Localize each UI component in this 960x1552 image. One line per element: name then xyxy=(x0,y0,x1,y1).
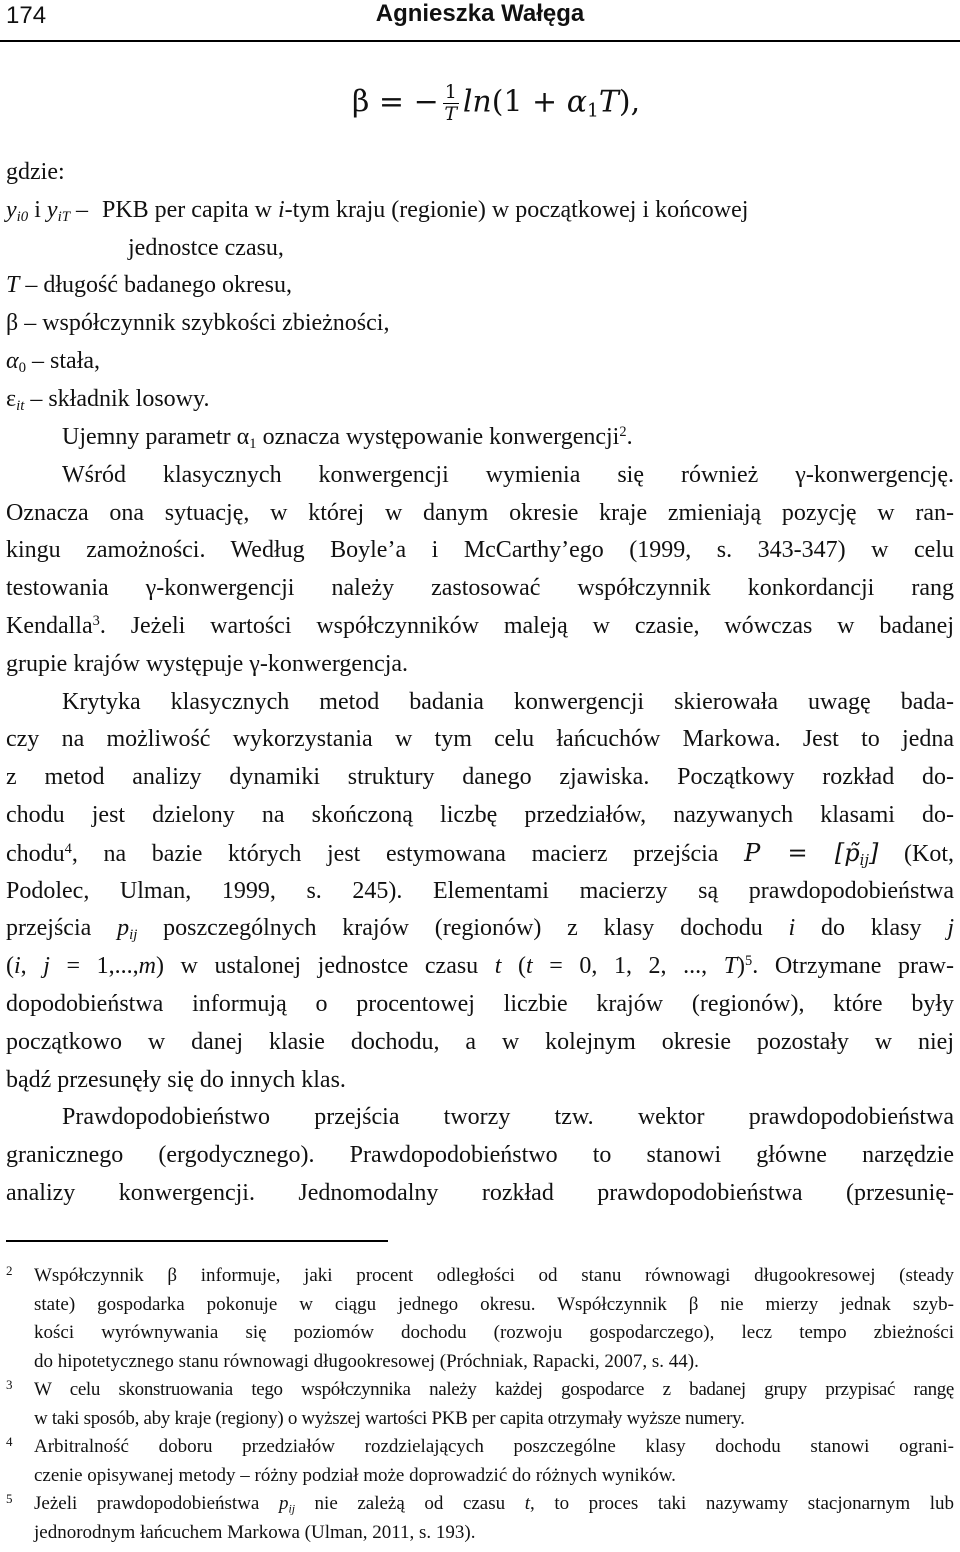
p1-sub: 1 xyxy=(249,436,257,453)
formula-ln: ln xyxy=(462,84,492,120)
p4-line-2: granicznego (ergodycznego). Prawdopodobieństwo to stanowi główne narzędzie xyxy=(6,1142,954,1169)
formula-t: T xyxy=(598,84,619,120)
sym-y-sub-end: iT xyxy=(57,208,70,225)
p2-l5-b: . Jeżeli wartości współczynników maleją w czasie, wówczas w badanej xyxy=(99,612,954,639)
sym-p-sub: ij xyxy=(129,927,138,944)
sym-epsilon-sub: it xyxy=(16,397,25,414)
p3-l5-c: (Kot, xyxy=(878,840,954,867)
def-t-text: – długość badanego okresu, xyxy=(19,272,292,299)
p3-l8-d: ) w ustalonej jednostce czasu xyxy=(155,953,495,980)
def-alpha-text: – stała, xyxy=(26,347,101,374)
p2-line-5 xyxy=(6,608,954,646)
matrix-p: P = [p̃ xyxy=(744,838,860,867)
paragraph-1 xyxy=(6,419,954,457)
fn3-line-2: w taki sposób, aby kraje (regiony) o wyższej wartości PKB per capita otrzymały wyższe numery. xyxy=(34,1407,745,1429)
fn2-line-2: state) gospodarka pokonuje w ciągu jednego okresu. Współczynnik β nie mierzy jednak szyb- xyxy=(34,1293,954,1315)
p3-l8-t2: t xyxy=(526,953,533,980)
p3-line-4: chodu jest dzielony na skończoną liczbę przedziałów, nazywanych klasami do- xyxy=(6,801,954,828)
formula-alpha-sub: 1 xyxy=(587,100,599,122)
footnote-ref-4: 4 xyxy=(64,840,72,857)
p3-line-8 xyxy=(6,948,954,986)
definitions-intro: gdzie: xyxy=(6,159,65,185)
p3-line-6: Podolec, Ulman, 1999, s. 245). Elementami macierzy są prawdopodobieństwa xyxy=(6,877,954,904)
p3-l8-h: . Otrzymane praw- xyxy=(752,953,954,980)
sym-t: T xyxy=(6,272,20,299)
p3-l5-b: , na bazie których jest estymowana macierz przejścia xyxy=(71,840,745,867)
p3-l8-m: m xyxy=(138,953,156,980)
footnote-mark-2: 2 xyxy=(6,1263,13,1278)
p3-line-11: bądź przesunęły się do innych klas. xyxy=(6,1066,346,1093)
fn4-line-1: Arbitralność doboru przedziałów rozdzielających poszczególne klasy dochodu stanowi ograni- xyxy=(34,1436,954,1457)
p3-l8-g: ) xyxy=(737,953,746,980)
fn5-p-sub: ij xyxy=(288,1502,295,1516)
p4-line-1: Prawdopodobieństwo przejścia tworzy tzw. wektor prawdopodobieństwa xyxy=(62,1104,954,1131)
footnotes xyxy=(0,1262,960,1547)
sym-j: j xyxy=(947,915,954,942)
fn4-line-2: czenie opisywanej metody – różny podział może doprowadzić do różnych wyników. xyxy=(34,1464,676,1486)
fn5-line-2: jednorodnym łańcuchem Markowa (Ulman, 2011, s. 193). xyxy=(34,1521,476,1543)
p3-line-7 xyxy=(6,910,954,948)
p2-l5-a: Kendalla xyxy=(6,612,93,639)
definitions-list xyxy=(6,154,954,419)
p2-line-4: testowania γ-konwergencji należy zastosować współczynnik konkordancji rang xyxy=(6,575,954,602)
footnote-mark-5: 5 xyxy=(6,1491,13,1506)
p1-text-a: Ujemny parametr α xyxy=(62,424,250,450)
footnote-2 xyxy=(0,1262,960,1376)
p3-l8-c: = 1,..., xyxy=(49,953,139,980)
sym-p: p xyxy=(117,915,130,942)
p2-line-2: Oznacza ona sytuację, w której w danym okresie kraje zmieniają pozycję w ran- xyxy=(6,499,954,526)
definition-y xyxy=(6,192,954,230)
fn5-c: , to proces taki nazywamy stacjonarnym lub xyxy=(530,1493,954,1514)
footnote-mark-3: 3 xyxy=(6,1377,13,1392)
sym-and: i xyxy=(28,196,47,223)
sym-alpha-sub: 0 xyxy=(18,360,27,377)
formula-lhs: β = xyxy=(352,84,405,120)
definition-beta: β – współczynnik szybkości zbieżności, xyxy=(6,310,390,337)
p3-line-5 xyxy=(6,835,954,873)
definition-t xyxy=(6,267,954,305)
p2-line-6: grupie krajów występuje γ-konwergencja. xyxy=(6,650,409,677)
footnote-rule xyxy=(6,1240,388,1242)
p3-l8-e: ( xyxy=(501,953,527,980)
sym-y-sub-start: i0 xyxy=(16,208,29,225)
formula-minus: − xyxy=(413,84,439,120)
fn5-a: Jeżeli prawdopodobieństwa xyxy=(34,1493,279,1514)
fraction-denominator: T xyxy=(444,103,458,125)
sym-alpha: α xyxy=(6,347,19,374)
formula-open: (1 + xyxy=(491,84,567,120)
p3-line-2: czy na możliwość wykorzystania w tym celu łańcuchów Markowa. Jest to jedna xyxy=(6,726,954,753)
p3-line-3: z metod analizy dynamiki struktury danego zjawiska. Początkowy rozkład do- xyxy=(6,764,954,791)
p3-l8-t: t xyxy=(494,953,502,980)
footnote-5 xyxy=(0,1490,960,1547)
p1-text-c: . xyxy=(626,424,633,450)
formula-fraction xyxy=(443,82,459,125)
fn5-line-1 xyxy=(34,1490,954,1519)
footnote-ref-2: 2 xyxy=(619,424,627,441)
sym-y2: y xyxy=(46,196,58,223)
sym-epsilon: ε xyxy=(6,385,17,412)
p3-l5-a: chodu xyxy=(6,840,65,867)
fn2-line-4: do hipotetycznego stanu równowagi długookresowej (Próchniak, Rapacki, 2007, s. 44). xyxy=(34,1350,699,1372)
p3-line-9: dopodobieństwa informują o procentowej liczbie krajów (regionów), które były xyxy=(6,990,954,1017)
page-number: 174 xyxy=(6,2,47,29)
footnote-ref-3: 3 xyxy=(92,613,100,630)
p3-line-1: Krytyka klasycznych metod badania konwergencji skierowała uwagę bada- xyxy=(62,688,954,715)
header-rule xyxy=(0,40,960,42)
footnote-mark-4: 4 xyxy=(6,1434,13,1449)
matrix-p-sub: ij xyxy=(859,850,869,869)
p3-l8-T: T xyxy=(723,953,738,980)
p3-l8-a: ( xyxy=(6,953,14,980)
p4-line-3: analizy konwergencji. Jednomodalny rozkład prawdopodobieństwa (przesunię- xyxy=(6,1179,954,1206)
def-dash: – xyxy=(69,196,94,223)
running-title: Agnieszka Wałęga xyxy=(375,0,585,27)
formula-close: ), xyxy=(618,84,641,120)
p3-l7-a: przejścia xyxy=(6,915,118,942)
fn5-b: nie zależą od czasu xyxy=(294,1493,525,1514)
footnote-ref-5: 5 xyxy=(745,953,753,970)
fn2-line-1: Współczynnik β informuje, jaki procent odległości od stanu równowagi długookresowej (steady xyxy=(34,1265,954,1286)
footnote-4 xyxy=(0,1433,960,1490)
fn5-t: t xyxy=(524,1493,530,1514)
fraction-numerator: 1 xyxy=(444,81,457,103)
p3-l7-b: poszczególnych krajów (regionów) z klasy dochodu xyxy=(137,915,789,942)
p3-l8-b: , xyxy=(20,953,44,980)
p3-l8-i: i xyxy=(14,953,21,980)
fn5-p: p xyxy=(278,1493,289,1514)
def-y-text-c: -tym kraju (regionie) w początkowej i końcowej xyxy=(284,196,749,223)
page-header xyxy=(0,0,960,38)
p1-text-b: oznacza występowanie konwergencji xyxy=(256,424,620,450)
p2-line-3: kingu zamożności. Według Boyle’a i McCarthy’ego (1999, s. 343-347) w celu xyxy=(6,537,954,564)
definition-epsilon xyxy=(6,381,954,419)
p3-l8-j: j xyxy=(43,953,50,980)
sym-y: y xyxy=(6,196,17,223)
p3-l8-f: = 0, 1, 2, ..., xyxy=(532,953,724,980)
def-epsilon-text: – składnik losowy. xyxy=(24,385,210,412)
body-text xyxy=(6,419,954,1213)
p3-line-10: początkowo w danej klasie dochodu, a w kolejnym okresie pozostały w niej xyxy=(6,1028,954,1055)
footnote-3 xyxy=(0,1376,960,1433)
definition-alpha xyxy=(6,343,954,381)
p2-line-1: Wśród klasycznych konwergencji wymienia się również γ-konwergencję. xyxy=(62,461,954,488)
fn3-line-1: W celu skonstruowania tego współczynnika należy każdej gospodarce z badanej grupy przypisać rangę xyxy=(34,1379,954,1400)
def-y-text-a: PKB per capita w xyxy=(101,196,278,223)
definition-y-cont: jednostce czasu, xyxy=(128,234,284,261)
formula-alpha: α xyxy=(566,84,587,120)
def-y-i: i xyxy=(277,196,285,223)
fn2-line-3: kości wyrównywania się poziomów dochodu (rozwoju gospodarczego), lecz tempo zbieżności xyxy=(34,1322,954,1343)
p3-l7-c: do klasy xyxy=(795,915,948,942)
beta-formula xyxy=(352,82,640,132)
sym-i: i xyxy=(788,915,796,942)
matrix-bracket: ] xyxy=(868,838,879,867)
